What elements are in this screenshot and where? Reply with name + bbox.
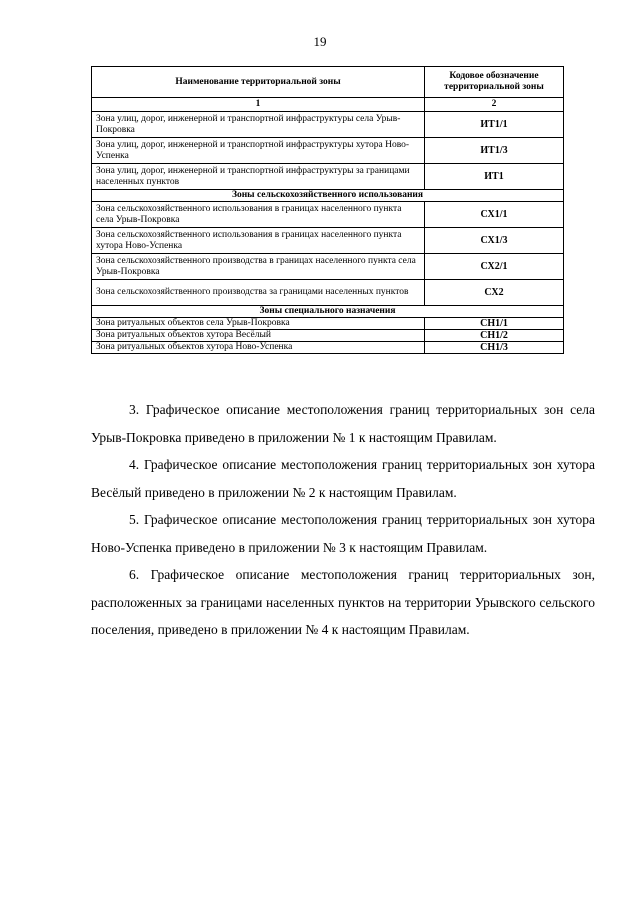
group-title: Зоны специального назначения	[92, 306, 564, 318]
table-row	[92, 138, 564, 164]
zone-code: СН1/2	[425, 330, 564, 342]
zone-code: ИТ1/1	[425, 112, 564, 138]
zone-code: СХ2	[425, 280, 564, 306]
table-row	[92, 202, 564, 228]
table-row	[92, 330, 564, 342]
zone-name: Зона ритуальных объектов хутора Ново-Успенка	[92, 342, 425, 354]
zone-code: СН1/1	[425, 318, 564, 330]
group-row-special	[92, 306, 564, 318]
table-row	[92, 318, 564, 330]
column-numbering-row	[92, 98, 564, 112]
zone-code: ИТ1/3	[425, 138, 564, 164]
table-row	[92, 280, 564, 306]
header-zone-name: Наименование территориальной зоны	[92, 67, 425, 98]
zone-name: Зона улиц, дорог, инженерной и транспортной инфраструктуры хутора Ново-Успенка	[92, 138, 425, 164]
table-row	[92, 112, 564, 138]
paragraph: 5. Графическое описание местоположения границ территориальных зон хутора Ново-Успенка приведено в приложении № 3 к настоящим Правилам.	[91, 512, 595, 555]
paragraph: 3. Графическое описание местоположения границ территориальных зон села Урыв-Покровка приведено в приложении № 1 к настоящим Правилам.	[91, 402, 595, 445]
paragraph: 4. Графическое описание местоположения границ территориальных зон хутора Весёлый приведено в приложении № 2 к настоящим Правилам.	[91, 457, 595, 500]
table-row	[92, 254, 564, 280]
paragraph: 6. Графическое описание местоположения границ территориальных зон, расположенных за границами населенных пунктов на территории Урывского сельского поселения, приведено в приложении № 4 к настоящим Правилам.	[91, 567, 595, 637]
body-text	[91, 396, 595, 644]
zone-name: Зона сельскохозяйственного использования в границах населенного пункта села Урыв-Покровка	[92, 202, 425, 228]
table-row	[92, 164, 564, 190]
zone-code: СН1/3	[425, 342, 564, 354]
zone-name: Зона ритуальных объектов села Урыв-Покровка	[92, 318, 425, 330]
zone-code: СХ2/1	[425, 254, 564, 280]
zone-name: Зона сельскохозяйственного использования в границах населенного пункта хутора Ново-Успенка	[92, 228, 425, 254]
column-number-2: 2	[425, 98, 564, 112]
table-row	[92, 342, 564, 354]
zone-name: Зона ритуальных объектов хутора Весёлый	[92, 330, 425, 342]
zone-code: СХ1/1	[425, 202, 564, 228]
zone-code: СХ1/3	[425, 228, 564, 254]
group-title: Зоны сельскохозяйственного использования	[92, 190, 564, 202]
zone-code: ИТ1	[425, 164, 564, 190]
page-number: 19	[313, 34, 327, 49]
table-header-row	[92, 67, 564, 98]
zone-name: Зона улиц, дорог, инженерной и транспортной инфраструктуры села Урыв-Покровка	[92, 112, 425, 138]
column-number-1: 1	[92, 98, 425, 112]
header-zone-code: Кодовое обозначение территориальной зоны	[425, 67, 564, 98]
zone-name: Зона улиц, дорог, инженерной и транспортной инфраструктуры за границами населенных пунктов	[92, 164, 425, 190]
zone-name: Зона сельскохозяйственного производства в границах населенного пункта села Урыв-Покровка	[92, 254, 425, 280]
table-row	[92, 228, 564, 254]
group-row-agricultural	[92, 190, 564, 202]
zone-name: Зона сельскохозяйственного производства за границами населенных пунктов	[92, 280, 425, 306]
territorial-zones-table	[91, 66, 564, 354]
